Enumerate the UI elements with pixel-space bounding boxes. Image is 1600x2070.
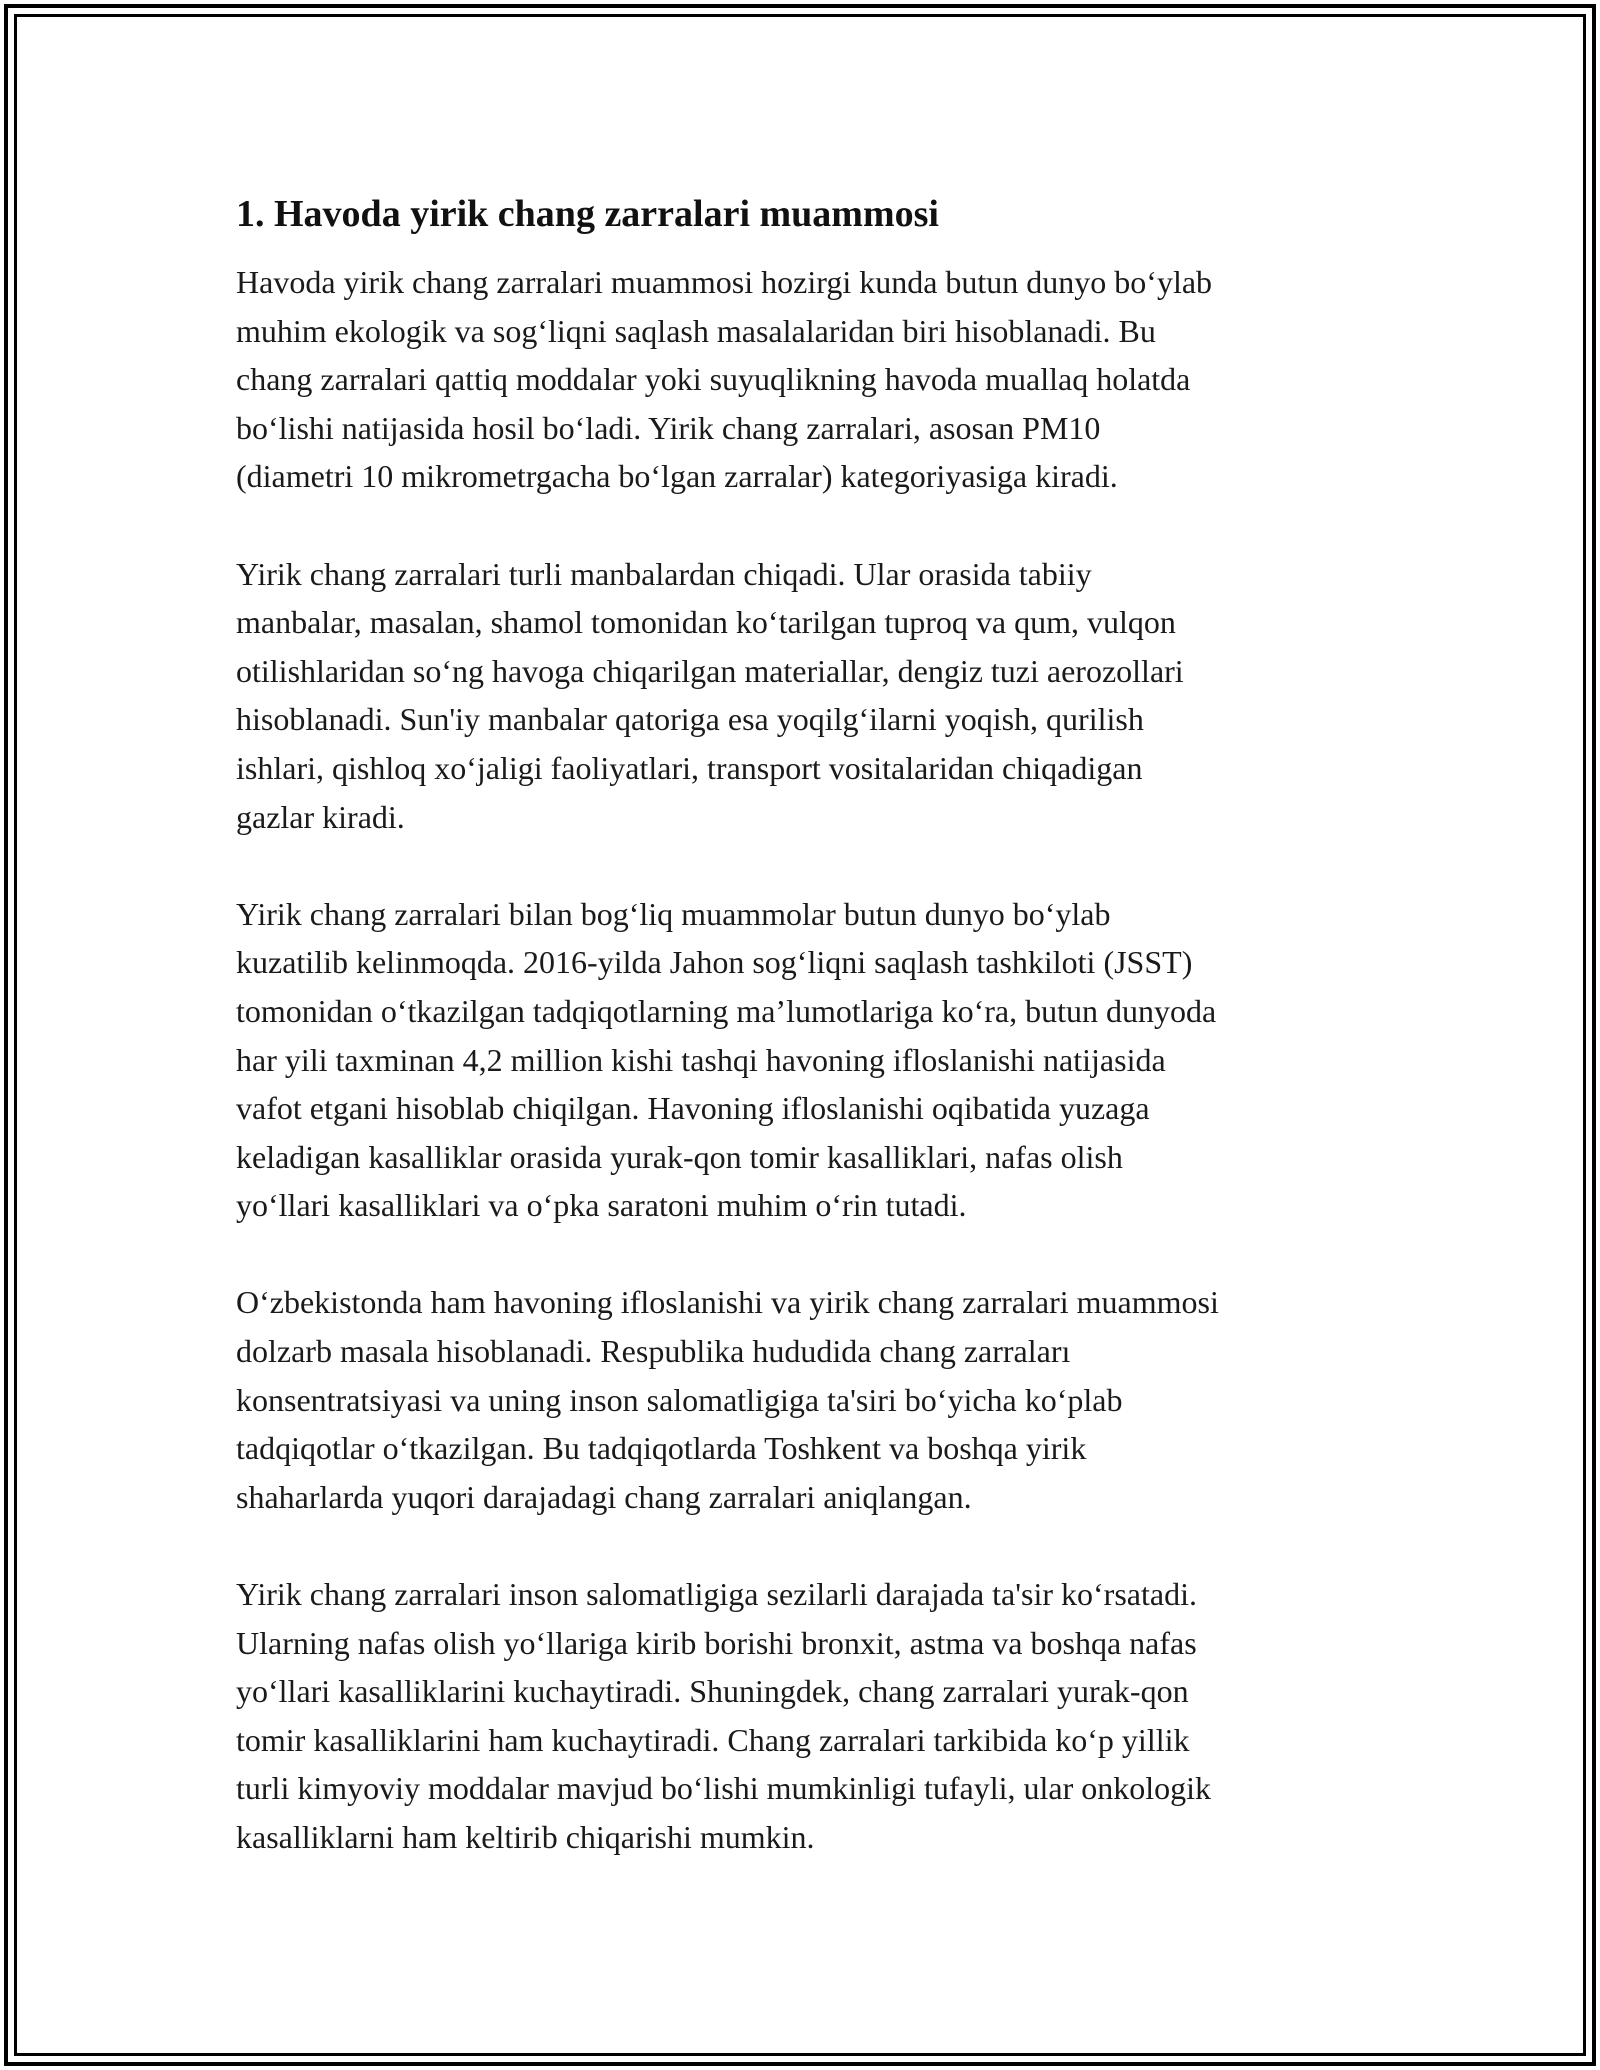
paragraph-1: Havoda yirik chang zarralari muammosi hozirgi kunda butun dunyo bo‘ylab muhim ekologik va sog‘liqni saqlash masalalaridan biri hisoblanadi. Bu chang zarralari qattiq moddalar yoki suyuqlikning havoda muallaq holatda bo‘lishi natijasida hosil bo‘ladi. Yirik chang zarralari, asosan PM10 (diametri 10 mikrometrgacha bo‘lgan zarralar) kategoriyasiga kiradi. — [236, 264, 1213, 495]
document-body — [236, 186, 1376, 1862]
paragraph-5: Yirik chang zarralari inson salomatligiga sezilarli darajada ta'sir ko‘rsatadi. Ularning nafas olish yo‘llariga kirib borishi bronxit, astma va boshqa nafas yo‘llari kasalliklarini kuchaytiradi. Shuningdek, chang zarralari yurak-qon tomir kasalliklarini ham kuchaytiradi. Chang zarralari tarkibida ko‘p yillik turli kimyoviy moddalar mavjud bo‘lishi mumkinligi tufayli, ular onkologik kasalliklarni ham keltirib chiqarishi mumkin. — [236, 1576, 1212, 1855]
paragraph-2: Yirik chang zarralari turli manbalardan chiqadi. Ular orasida tabiiy manbalar, masalan, shamol tomonidan ko‘tarilgan tuproq va qum, vulqon otilishlaridan so‘ng havoga chiqarilgan materiallar, dengiz tuzi aerozollari hisoblanadi. Sun'iy manbalar qatoriga esa yoqilg‘ilarni yoqish, qurilish ishlari, qishloq xo‘jaligi faoliyatlari, transport vositalaridan chiqadigan gazlar kiradi. — [236, 555, 1184, 835]
paragraph-4: O‘zbekistonda ham havoning ifloslanishi va yirik chang zarralari muammosi dolzarb masala hisoblanadi. Respublika hududida chang zarraları konsentratsiyasi va uning inson salomatligiga ta'siri bo‘yicha ko‘plab tadqiqotlar o‘tkazilgan. Bu tadqiqotlarda Toshkent va boshqa yirik shaharlarda yuqori darajadagi chang zarralari aniqlangan. — [236, 1284, 1219, 1515]
section-heading: 1. Havoda yirik chang zarralari muammosi — [236, 193, 939, 235]
paragraph-3: Yirik chang zarralari bilan bog‘liq muammolar butun dunyo bo‘ylab kuzatilib kelinmoqda. 2016-yilda Jahon sog‘liqni saqlash tashkiloti (JSST) tomonidan o‘tkazilgan tadqiqotlarning ma’lumotlariga ko‘ra, butun dunyoda har yili taxminan 4,2 million kishi tashqi havoning ifloslanishi natijasida vafot etgani hisoblab chiqilgan. Havoning ifloslanishi oqibatida yuzaga keladigan kasalliklar orasida yurak-qon tomir kasalliklari, nafas olish yo‘llari kasalliklari va o‘pka saratoni muhim o‘rin tutadi. — [236, 895, 1217, 1224]
